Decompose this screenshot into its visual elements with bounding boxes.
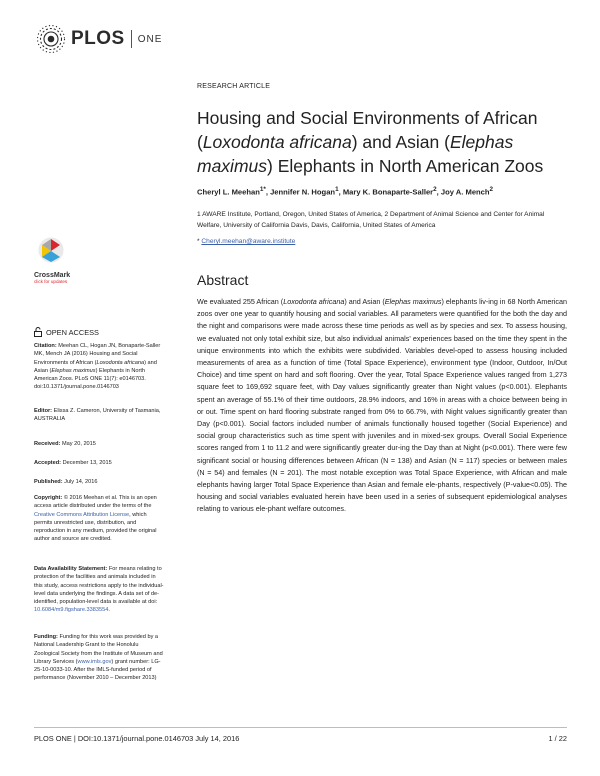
accepted-date: Accepted: December 13, 2015 xyxy=(34,460,112,466)
data-doi-link[interactable]: 10.6084/m9.figshare.3383554 xyxy=(34,607,109,614)
published-date: Published: July 14, 2016 xyxy=(34,479,98,485)
footer-citation: PLOS ONE | DOI:10.1371/journal.pone.0146703 July 14, 2016 xyxy=(34,734,240,743)
article-title: Housing and Social Environments of African (Loxodonta africana) and Asian (Elephas maximus) Elephants in North American Zoos xyxy=(197,108,544,176)
page-footer xyxy=(34,734,567,743)
crossmark-sublabel: click for updates xyxy=(34,279,68,284)
logo-subtext: ONE xyxy=(137,33,163,45)
plos-one-logo[interactable] xyxy=(34,24,162,54)
imls-link[interactable]: www.imls.gov xyxy=(77,658,112,665)
logo-text: PLOS xyxy=(71,28,125,49)
open-access-badge: OPEN ACCESS xyxy=(34,327,99,337)
funding-block: Funding: Funding for this work was provided by a National Leadership Grant to the Honolulu Zoological Society from the Institute of Museum and Library Services (www.imls.gov) grant number: LG-25-10-0033-10. After the IMLS-funded period of performance (November 2010 – December 2013) xyxy=(34,634,163,682)
data-availability-block: Data Availability Statement: For means relating to protection of the facilities and animals included in this study, access restrictions apply to the individual-level data underlying the findings. A data set of de-identified, population-level data is available at doi: 10.6084/m9.figshare.3383554. xyxy=(34,566,164,614)
license-link[interactable]: Creative Commons Attribution License xyxy=(34,511,130,518)
received-date: Received: May 20, 2015 xyxy=(34,441,96,447)
crossmark-badge[interactable] xyxy=(34,236,71,284)
logo-divider xyxy=(131,30,132,48)
page-number: 1 / 22 xyxy=(548,734,567,743)
open-lock-icon xyxy=(34,327,42,337)
citation-block: Citation: Meehan CL, Hogan JN, Bonaparte-Saller MK, Mench JA (2016) Housing and Social Environments of African (Loxodonta africana) and Asian (Elephas maximus) Elephants in North American Zoos. PLoS ONE 11(7): e0146703. doi:10.1371/journal.pone.0146703 xyxy=(34,343,161,391)
crossmark-label: CrossMark xyxy=(34,272,71,279)
affiliations: 1 AWARE Institute, Portland, Oregon, United States of America, 2 Department of Animal Science and Center for Animal Welfare, University of California Davis, Davis, California, United States of America xyxy=(197,211,545,229)
author-list: Cheryl L. Meehan$^{1*}$, Jennifer N. Hogan$^1$, Mary K. Bonaparte-Saller$^2$, Joy A. Mench$^2$ xyxy=(197,186,494,197)
abstract-body: We evaluated 255 African (Loxodonta africana) and Asian (Elephas maximus) elephants liv-ing in 68 North American zoos over one year to quantify housing and social variables. All parameters were quantified for the both the day and the night and comparisons were made across these time periods as well as by species and sex. To assess housing, we evaluated not only total exhibit size, but also individual animals' experiences based on the time they spent in the unique environments into which the exhibits were subdivided. Variables devel-oped to assess housing included measurements of area as a function of time (Total Space Experience), environment type (Indoor, Outdoor, In/Out Choice) and time spent on hard and soft flooring. Over the year, Total Space Experience values ranged from 1,273 square feet to 169,692 square feet, with Day values significantly greater than Night values (p<0.001). Elephants spent an average of 55.1% of their time outdoors, 28.9% indoors, and 16% in areas with a choice between being in or out. Time spent on hard flooring substrate ranged from 0% to 66.7%, with Night values significantly greater than Day (p<0.001). Social factors included number of animals functionally housed together (Social Experience) and social group characteristics such as time spent with juveniles and in mixed-sex groups. Overall Social Experience scores ranged from 1 to 11.2 and were significantly greater dur-ing the Day than at Night (p<0.001). There were few significant social or housing differences between African (N = 138) and Asian (N = 117) species or between males (N = 54) and females (N = 201). The most notable exception was Total Space Experience, with African and male elephants having larger Total Space Experience than Asian and female ele-phants, respectively (P-value<0.05). The housing and social variables evaluated herein have been used in a series of subsequent epidemiological analyses relating to various ele-phant welfare outcomes. xyxy=(197,297,567,514)
copyright-block: Copyright: © 2016 Meehan et al. This is an open access article distributed under the terms of the Creative Commons Attribution License, which permits unrestricted use, distribution, and reproduction in any medium, provided the original author and source are credited. xyxy=(34,495,157,543)
plos-logo-icon xyxy=(34,24,68,54)
footer-divider xyxy=(34,727,567,728)
article-type: RESEARCH ARTICLE xyxy=(197,83,271,90)
editor-block: Editor: Elissa Z. Cameron, University of Tasmania, AUSTRALIA xyxy=(34,408,161,423)
corresponding-email[interactable]: * Cheryl.meehan@aware.institute xyxy=(197,238,296,245)
crossmark-icon xyxy=(34,236,68,266)
abstract-heading: Abstract xyxy=(197,272,249,288)
